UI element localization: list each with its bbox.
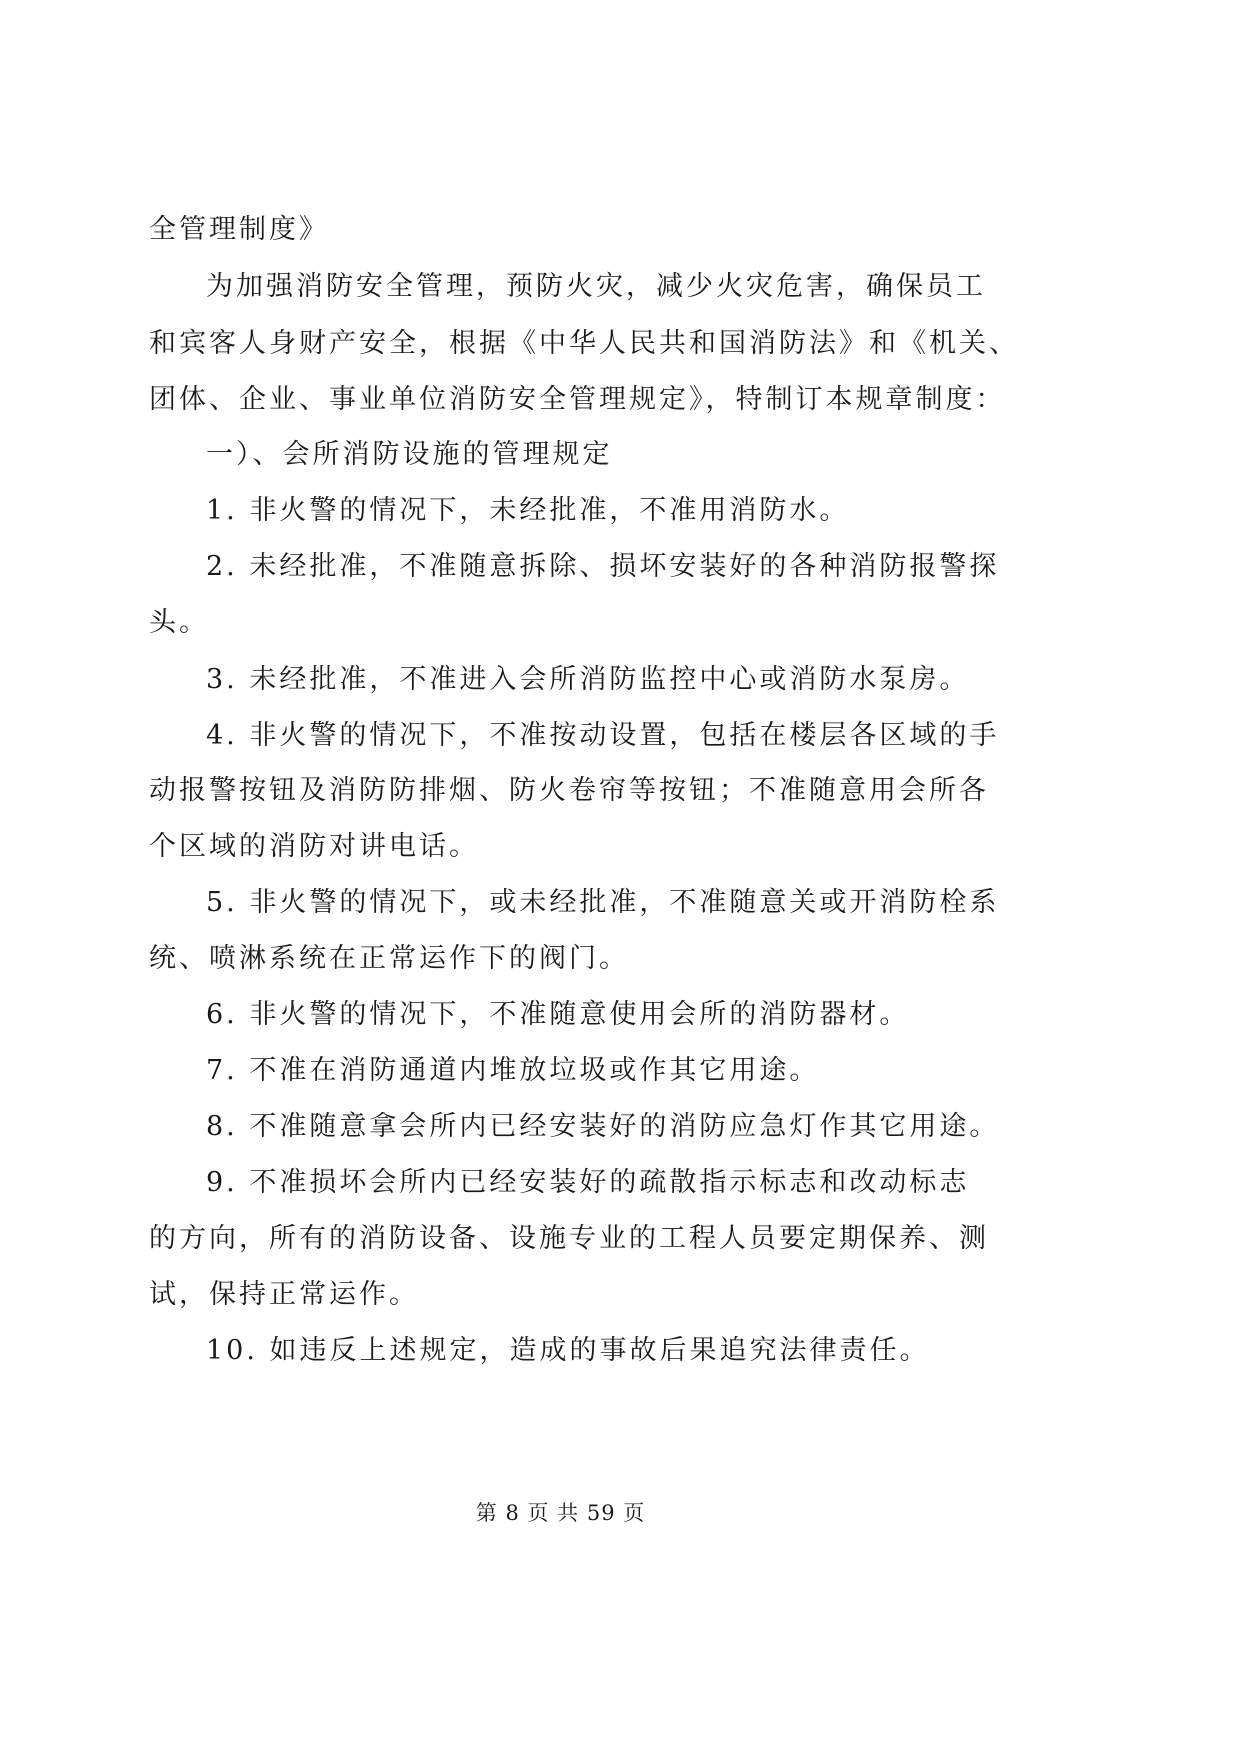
- section-heading: 一）、会所消防设施的管理规定: [206, 439, 613, 470]
- list-item: 7. 不准在消防通道内堆放垃圾或作其它用途。: [206, 1055, 820, 1086]
- text-line: 统、喷淋系统在正常运作下的阀门。: [149, 943, 629, 974]
- text-line: 的方向，所有的消防设备、设施专业的工程人员要定期保养、测: [149, 1223, 989, 1254]
- list-item: 1. 非火警的情况下，未经批准，不准用消防水。: [206, 495, 850, 526]
- list-item: 2. 未经批准，不准随意拆除、损坏安装好的各种消防报警探: [206, 551, 1000, 582]
- list-item: 9. 不准损坏会所内已经安装好的疏散指示标志和改动标志: [206, 1167, 970, 1198]
- text-line: 个区域的消防对讲电话。: [149, 831, 479, 862]
- list-item: 5. 非火警的情况下，或未经批准，不准随意关或开消防栓系: [206, 887, 1000, 918]
- text-line: 团体、企业、事业单位消防安全管理规定》，特制订本规章制度：: [149, 384, 1006, 415]
- list-item: 6. 非火警的情况下，不准随意使用会所的消防器材。: [206, 999, 910, 1030]
- text-line: 和宾客人身财产安全，根据《中华人民共和国消防法》和《机关、: [149, 328, 1019, 359]
- list-item: 10. 如违反上述规定，造成的事故后果追究法律责任。: [206, 1335, 930, 1366]
- list-item: 4. 非火警的情况下，不准按动设置，包括在楼层各区域的手: [206, 720, 1000, 751]
- list-item: 3. 未经批准，不准进入会所消防监控中心或消防水泵房。: [206, 664, 970, 695]
- text-line: 试，保持正常运作。: [149, 1279, 419, 1310]
- text-line: 动报警按钮及消防防排烟、防火卷帘等按钮；不准随意用会所各: [149, 775, 989, 806]
- page-number-footer: 第 8 页 共 59 页: [475, 1501, 646, 1525]
- text-line: 为加强消防安全管理，预防火灾，减少火灾危害，确保员工: [206, 271, 986, 302]
- text-line: 头。: [149, 607, 209, 638]
- text-line: 全管理制度》: [149, 214, 329, 245]
- list-item: 8. 不准随意拿会所内已经安装好的消防应急灯作其它用途。: [206, 1111, 1000, 1142]
